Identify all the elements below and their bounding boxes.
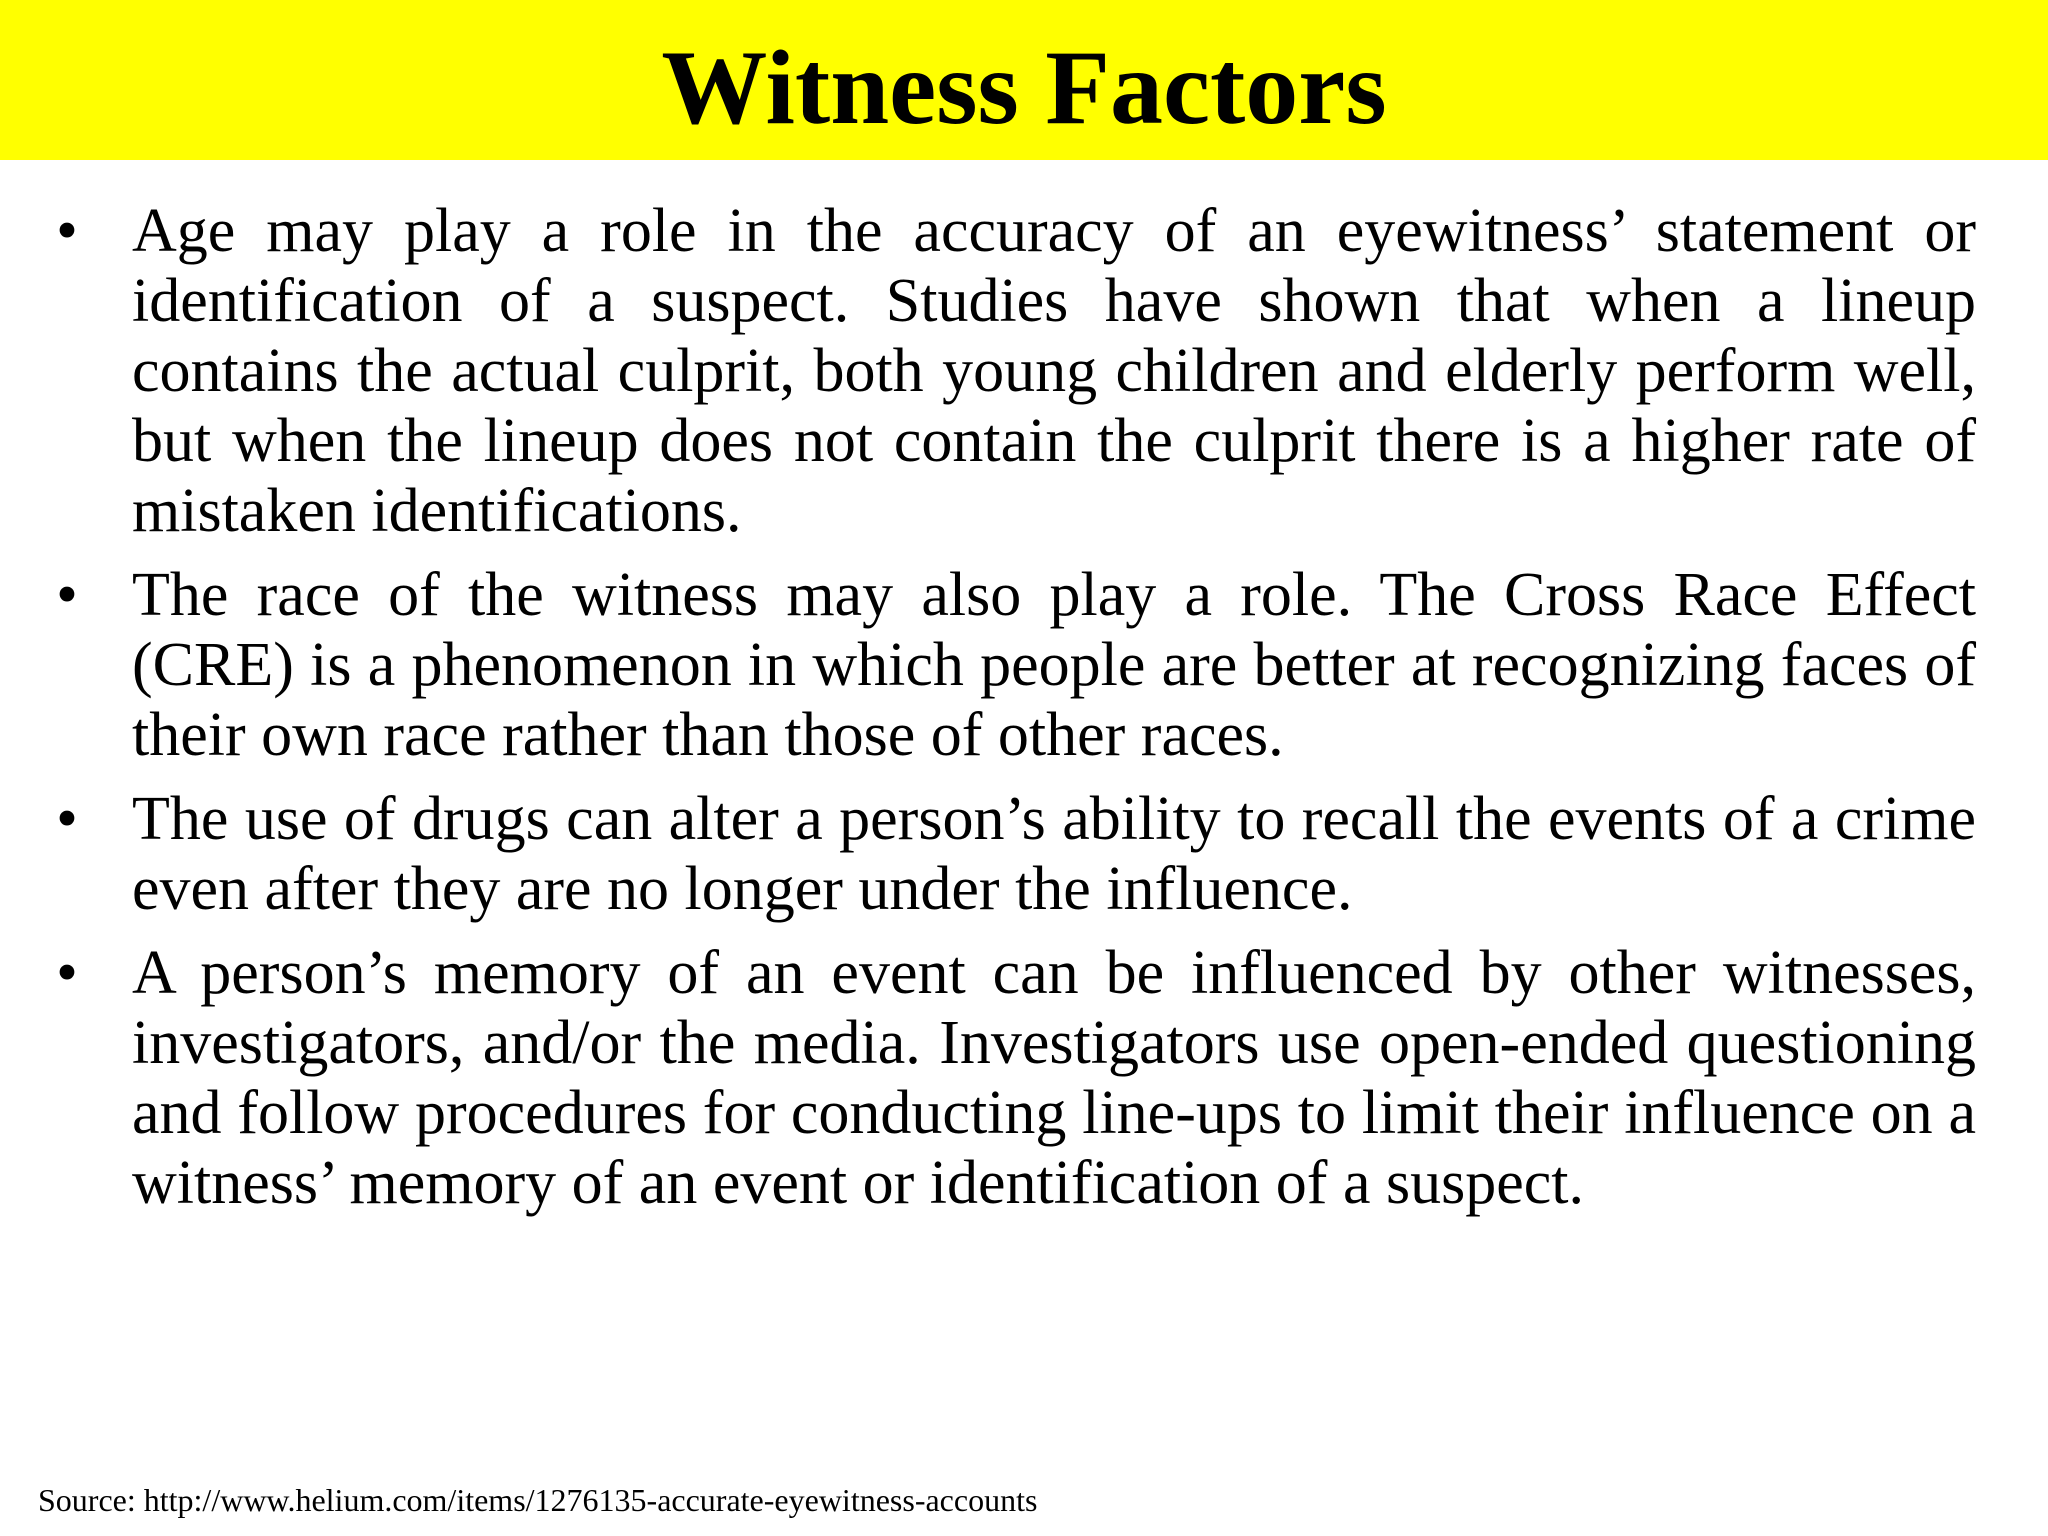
source-citation: Source: http://www.helium.com/items/1276135-accurate-eyewitness-accounts xyxy=(38,1482,1038,1518)
bullet-item-influence xyxy=(52,938,1976,1218)
bullet-text: The use of drugs can alter a person’s ability to recall the events of a crime even after they are no longer under the influence. xyxy=(132,785,1976,923)
slide-title: Witness Factors xyxy=(661,29,1387,146)
bullet-text: Age may play a role in the accuracy of an eyewitness’ statement or identification of a suspect. Studies have shown that when a lineup contains the actual culprit, both young children and elderly perform well, but when the lineup does not contain the culprit there is a higher rate of mistaken identifications. xyxy=(132,197,1976,545)
bullet-text: The race of the witness may also play a role. The Cross Race Effect (CRE) is a phenomenon in which people are better at recognizing faces of their own race rather than those of other races. xyxy=(132,561,1976,769)
bullet-list xyxy=(52,196,1976,1218)
bullet-dot-icon: • xyxy=(56,785,78,853)
bullet-item-age xyxy=(52,196,1976,546)
bullet-dot-icon: • xyxy=(56,939,78,1007)
bullet-dot-icon: • xyxy=(56,197,78,265)
bullet-item-race xyxy=(52,560,1976,770)
bullet-text: A person’s memory of an event can be influenced by other witnesses, investigators, and/or the media. Investigators use open-ended questioning and follow procedures for conducting line-ups to limit their influence on a witness’ memory of an event or identification of a suspect. xyxy=(132,939,1976,1217)
slide-content xyxy=(52,196,1976,1232)
bullet-dot-icon: • xyxy=(56,561,78,629)
bullet-item-drugs xyxy=(52,784,1976,924)
